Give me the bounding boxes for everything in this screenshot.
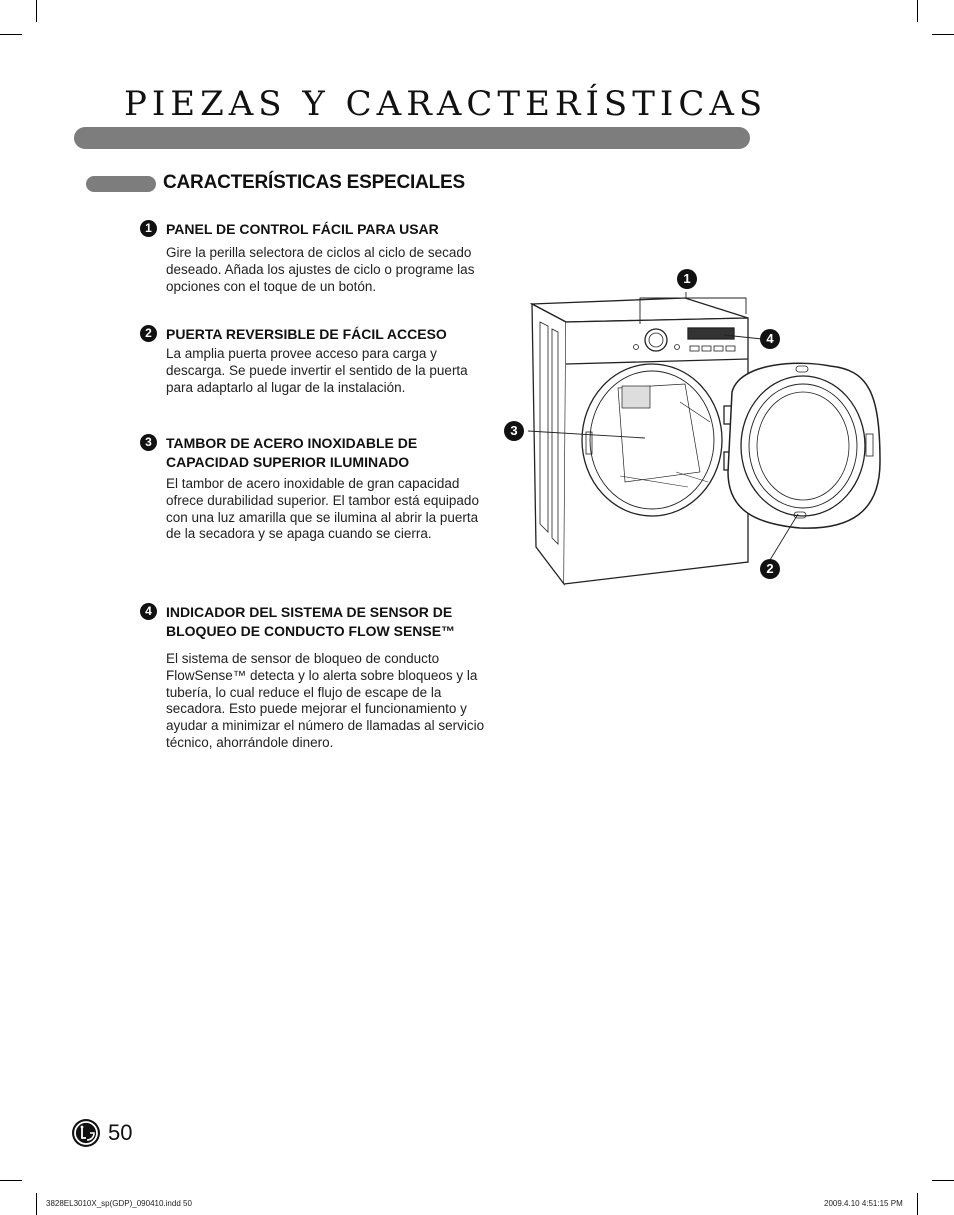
dryer-drawing: [500, 262, 900, 592]
feature-item: [140, 603, 500, 752]
feature-title: PANEL DE CONTROL FÁCIL PARA USAR: [166, 221, 439, 237]
feature-item: [140, 434, 500, 543]
page-title: PIEZAS Y CARACTERÍSTICAS: [124, 84, 768, 124]
crop-mark: [917, 0, 918, 22]
lg-logo-mark: [72, 1119, 100, 1147]
feature-number-badge: 2: [140, 325, 157, 342]
page-number: 50: [108, 1120, 133, 1145]
crop-mark: [0, 34, 22, 35]
feature-number-badge: 3: [140, 434, 157, 451]
crop-mark: [36, 1193, 37, 1215]
feature-description: Gire la perilla selectora de ciclos al ciclo de secado deseado. Añada los ajustes de ciclo o programe las opciones con el toque de un botón.: [166, 245, 475, 294]
feature-title: INDICADOR DEL SISTEMA DE SENSOR DE BLOQUEO DE CONDUCTO FLOW SENSE™: [166, 604, 456, 639]
dryer-illustration: [500, 262, 900, 592]
feature-description: El tambor de acero inoxidable de gran capacidad ofrece durabilidad superior. El tambor está equipado con una luz amarilla que se ilumina al abrir la puerta de la secadora y se apaga cuando se cierra.: [166, 476, 479, 542]
crop-mark: [932, 34, 954, 35]
figure-callout-1: 1: [677, 269, 697, 289]
section-title: CARACTERÍSTICAS ESPECIALES: [163, 172, 466, 193]
figure-callout-3: 3: [504, 421, 524, 441]
feature-number-badge: 1: [140, 220, 157, 237]
crop-mark: [36, 0, 37, 22]
crop-mark: [917, 1193, 918, 1215]
feature-item: [140, 220, 500, 295]
title-underline-bar: [74, 127, 750, 149]
feature-description: La amplia puerta provee acceso para carga y descarga. Se puede invertir el sentido de la puerta para adaptarlo al lugar de la instalación.: [166, 346, 468, 395]
footer-file-info: 3828EL3010X_sp(GDP)_090410.indd 50: [46, 1199, 192, 1208]
crop-mark: [0, 1180, 22, 1181]
feature-description: El sistema de sensor de bloqueo de conducto FlowSense™ detecta y lo alerta sobre bloqueos y la tubería, lo cual reduce el flujo de escape de la secadora. Esto puede mejorar el funcionamiento y ayudar a minimizar el número de llamadas al servicio técnico, ahorrándole dinero.: [166, 651, 485, 750]
feature-number-badge: 4: [140, 603, 157, 620]
lg-logo-icon: [72, 1119, 100, 1147]
footer-timestamp: 2009.4.10 4:51:15 PM: [824, 1199, 903, 1208]
crop-mark: [932, 1180, 954, 1181]
feature-title: PUERTA REVERSIBLE DE FÁCIL ACCESO: [166, 326, 447, 342]
figure-callout-2: 2: [760, 559, 780, 579]
feature-title: TAMBOR DE ACERO INOXIDABLE DE CAPACIDAD SUPERIOR ILUMINADO: [166, 435, 418, 470]
section-pill: [86, 176, 156, 192]
feature-item: [140, 325, 500, 396]
figure-callout-4: 4: [760, 329, 780, 349]
